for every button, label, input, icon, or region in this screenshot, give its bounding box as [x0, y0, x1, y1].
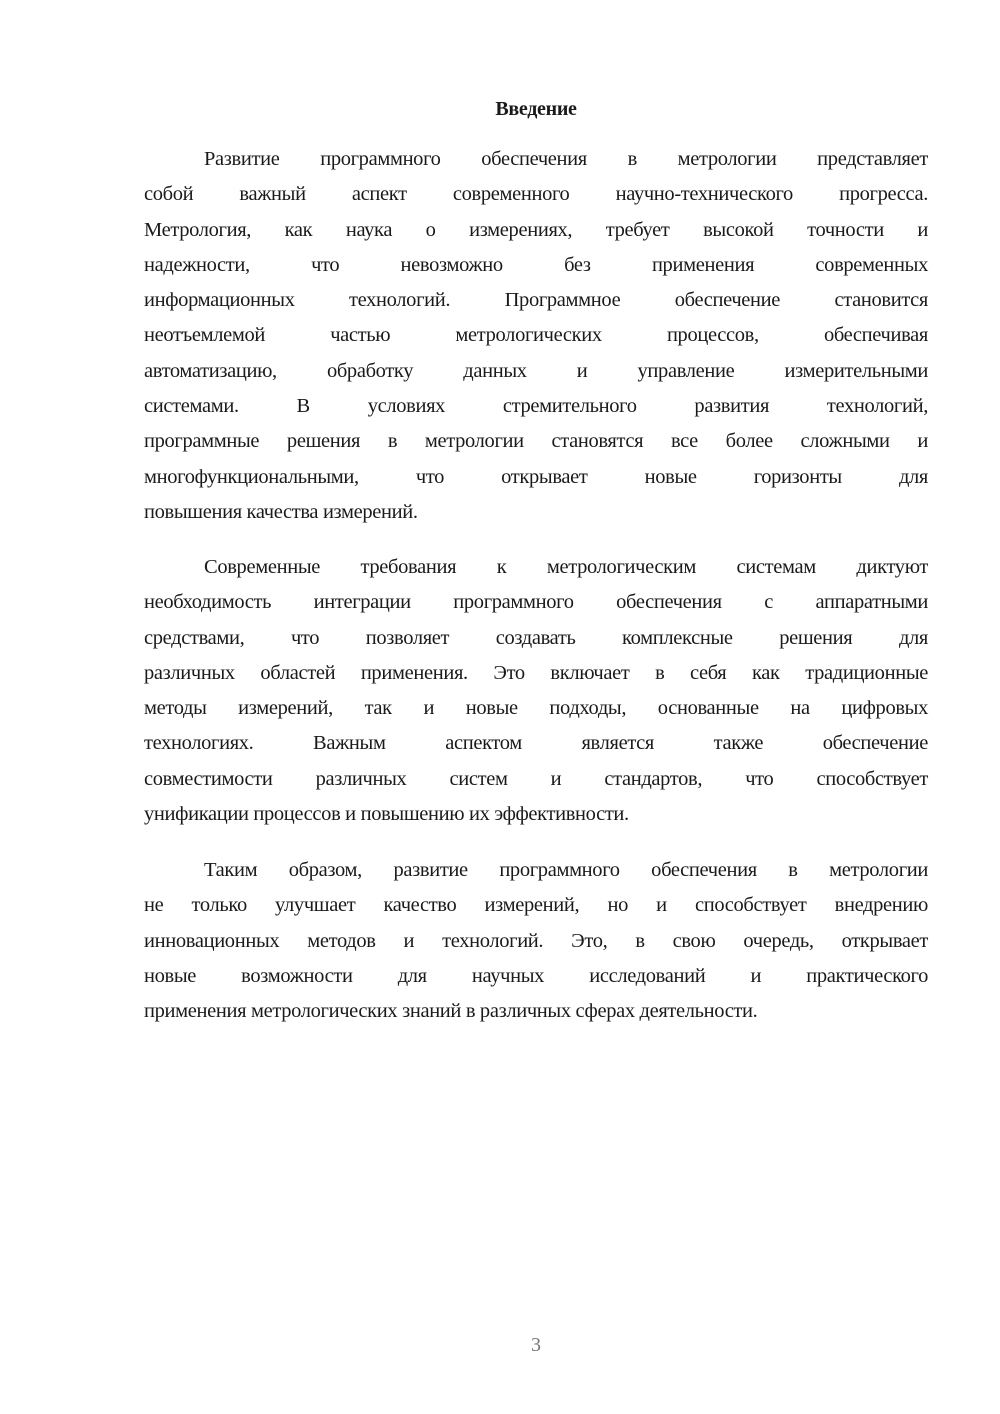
text-line: надежности, что невозможно без применения современных	[144, 253, 928, 276]
text-line: применения метрологических знаний в различных сферах деятельности.	[144, 1000, 758, 1023]
text-line: повышения качества измерений.	[144, 500, 418, 523]
text-line: совместимости различных систем и стандартов, что способствует	[144, 767, 928, 790]
paragraph-2	[144, 550, 928, 832]
text-line: Таким образом, развитие программного обеспечения в метрологии	[204, 859, 928, 881]
paragraph-1	[144, 142, 928, 530]
text-line: Современные требования к метрологическим системам диктуют	[204, 556, 928, 578]
text-line: Развитие программного обеспечения в метрологии представляет	[204, 148, 928, 170]
paragraph-3	[144, 853, 928, 1029]
text-line: необходимость интеграции программного обеспечения с аппаратными	[144, 591, 928, 614]
text-line: унификации процессов и повышению их эффективности.	[144, 803, 629, 826]
text-line: многофункциональными, что открывает новые горизонты для	[144, 465, 928, 488]
text-line: не только улучшает качество измерений, но и способствует внедрению	[144, 894, 928, 917]
section-title: Введение	[495, 98, 577, 120]
text-line: различных областей применения. Это включает в себя как традиционные	[144, 661, 928, 684]
text-line: технологиях. Важным аспектом является также обеспечение	[144, 732, 928, 755]
text-line: средствами, что позволяет создавать комплексные решения для	[144, 626, 928, 649]
text-line: неотъемлемой частью метрологических процессов, обеспечивая	[144, 324, 928, 347]
text-line: программные решения в метрологии становятся все более сложными и	[144, 430, 928, 453]
text-line: системами. В условиях стремительного развития технологий,	[144, 395, 928, 418]
text-line: методы измерений, так и новые подходы, основанные на цифровых	[144, 697, 928, 720]
text-line: автоматизацию, обработку данных и управление измерительными	[144, 359, 928, 382]
text-line: Метрология, как наука о измерениях, требует высокой точности и	[144, 218, 928, 241]
text-line: новые возможности для научных исследований и практического	[144, 964, 928, 987]
page-number: 3	[531, 1334, 541, 1356]
text-line: информационных технологий. Программное обеспечение становится	[144, 289, 928, 312]
text-line: собой важный аспект современного научно-технического прогресса.	[144, 183, 928, 206]
text-line: инновационных методов и технологий. Это, в свою очередь, открывает	[144, 929, 928, 952]
